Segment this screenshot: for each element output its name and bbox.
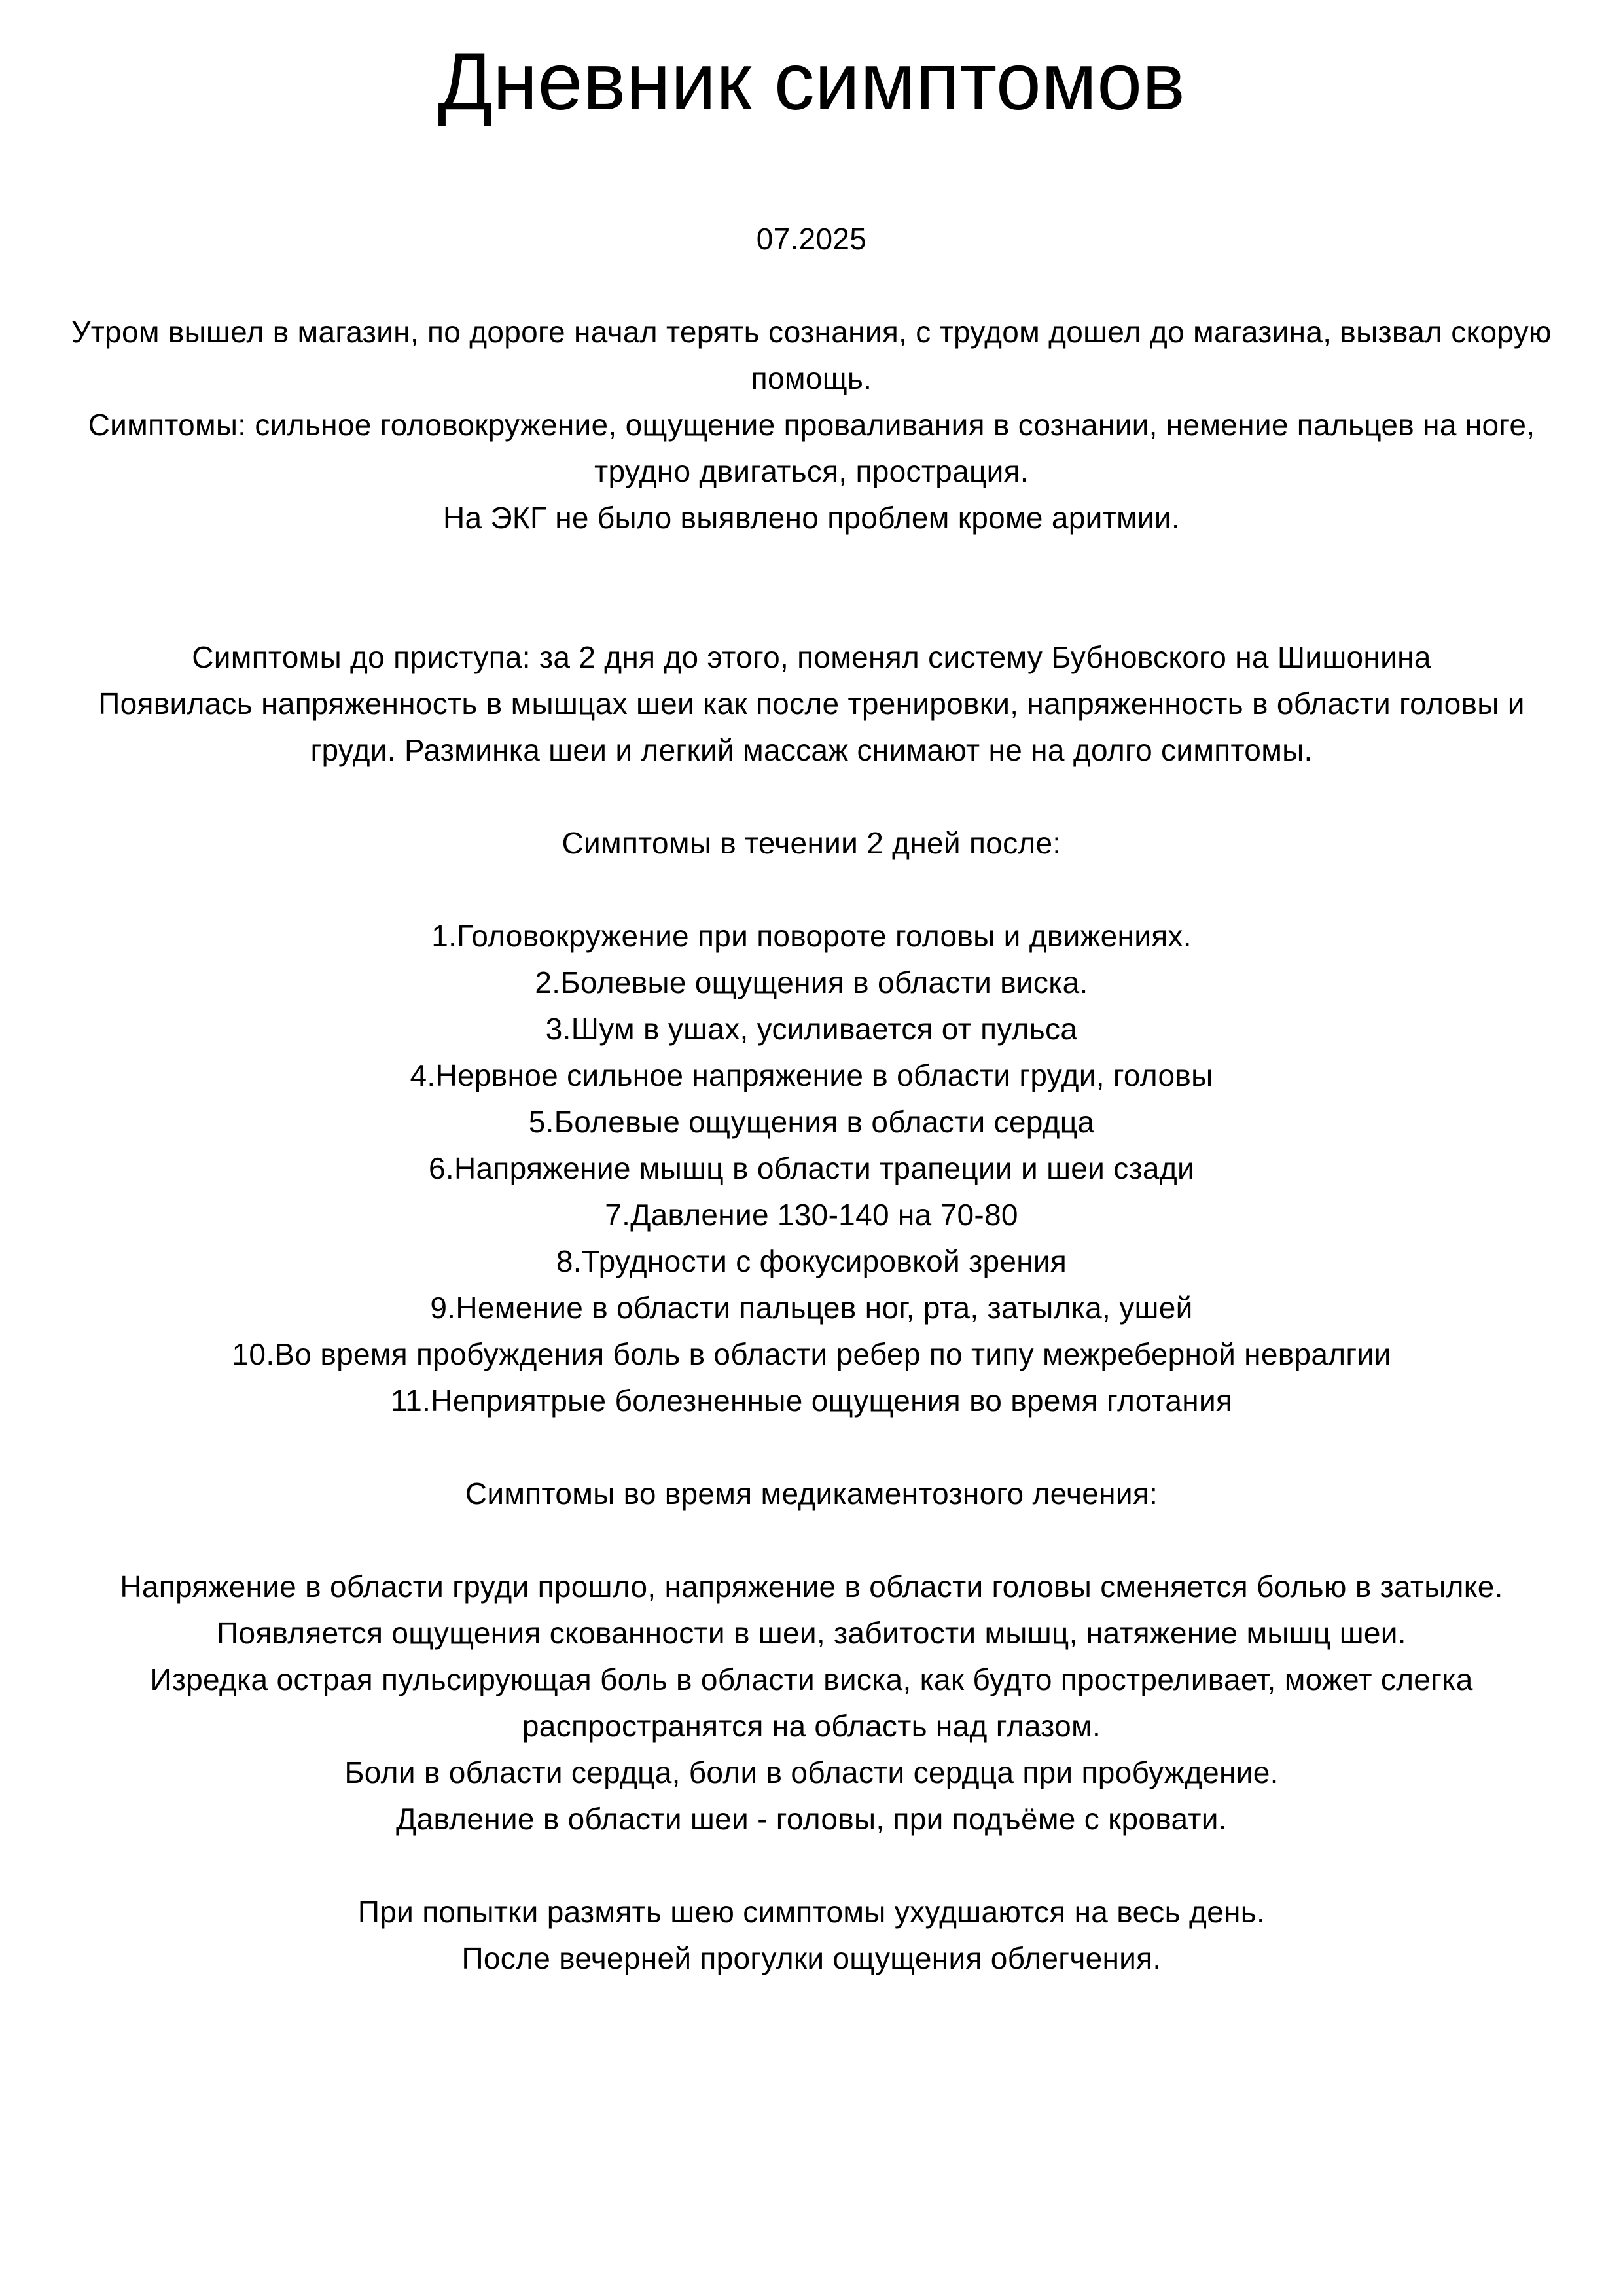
section-heading-treatment: Симптомы во время медикаментозного лечения: [465, 1477, 1158, 1511]
paragraph-incident-2: Симптомы: сильное головокружение, ощущение проваливания в сознании, немение пальцев на ноге, трудно двигаться, прострация. [88, 408, 1535, 488]
symptom-item: 2.Болевые ощущения в области виска. [535, 965, 1088, 999]
section-before-attack [62, 634, 1561, 774]
paragraph-before-attack-2: Появилась напряженность в мышцах шеи как после тренировки, напряженность в области головы и груди. Разминка шеи и легкий массаж снимают не на долго симптомы. [98, 687, 1525, 767]
paragraph-before-attack-1: Симптомы до приступа: за 2 дня до этого, поменял систему Бубновского на Шишонина [192, 640, 1431, 674]
paragraph-treatment-4: Давление в области шеи - головы, при подъёме с кровати. [396, 1802, 1227, 1836]
symptom-item: 9.Немение в области пальцев ног, рта, затылка, ушей [430, 1291, 1193, 1325]
symptom-item: 5.Болевые ощущения в области сердца [528, 1105, 1095, 1139]
page-title: Дневник симптомов [438, 37, 1185, 127]
symptom-item: 3.Шум в ушах, усиливается от пульса [545, 1012, 1078, 1046]
section-incident [62, 309, 1561, 541]
symptom-item: 10.Во время пробуждения боль в области ребер по типу межреберной невралгии [232, 1337, 1391, 1371]
section-heading-after: Симптомы в течении 2 дней после: [562, 826, 1061, 860]
paragraph-incident-3: На ЭКГ не было выявлено проблем кроме аритмии. [443, 501, 1180, 535]
symptom-item: 7.Давление 130-140 на 70-80 [605, 1198, 1018, 1232]
symptom-item: 4.Нервное сильное напряжение в области груди, головы [410, 1058, 1213, 1092]
paragraph-treatment-2: Изредка острая пульсирующая боль в области виска, как будто простреливает, может слегка распространятся на область над глазом. [150, 1662, 1473, 1743]
paragraph-note-2: После вечерней прогулки ощущения облегчения. [461, 1941, 1162, 1975]
paragraph-treatment-1: Напряжение в области груди прошло, напряжение в области головы сменяется болью в затылке. Появляется ощущения скованности в шеи, забитости мышц, натяжение мышц шеи. [120, 1570, 1503, 1650]
paragraph-incident-1: Утром вышел в магазин, по дороге начал терять сознания, с трудом дошел до магазина, вызвал скорую помощь. [71, 315, 1552, 395]
paragraph-note-1: При попытки размять шею симптомы ухудшаются на весь день. [357, 1895, 1266, 1929]
paragraph-treatment-3: Боли в области сердца, боли в области сердца при пробуждение. [344, 1755, 1279, 1789]
section-treatment [62, 1564, 1561, 1842]
doc-date: 07.2025 [756, 222, 867, 256]
section-notes [62, 1889, 1561, 1982]
symptom-item: 8.Трудности с фокусировкой зрения [556, 1244, 1067, 1278]
symptom-list [62, 913, 1561, 1424]
symptom-item: 11.Неприятрые болезненные ощущения во время глотания [390, 1384, 1233, 1418]
symptom-item: 6.Напряжение мышц в области трапеции и шеи сзади [429, 1151, 1194, 1185]
symptom-item: 1.Головокружение при повороте головы и движениях. [431, 919, 1192, 953]
